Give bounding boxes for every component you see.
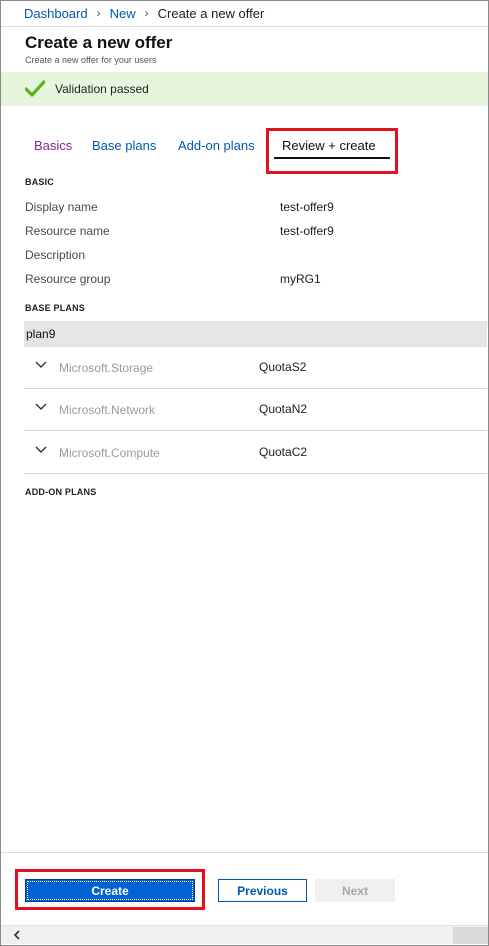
quota-row-compute[interactable] xyxy=(24,432,487,474)
footer-divider xyxy=(1,852,488,853)
breadcrumb-current: Create a new offer xyxy=(157,5,265,21)
previous-button[interactable]: Previous xyxy=(218,879,307,902)
breadcrumb-new[interactable]: New xyxy=(109,5,136,21)
chevron-right-icon: › xyxy=(144,6,149,20)
quota-value: QuotaC2 xyxy=(259,445,308,459)
quota-value: QuotaS2 xyxy=(259,360,307,374)
detail-label: Resource group xyxy=(25,272,111,286)
quota-row-network[interactable] xyxy=(24,389,487,431)
chevron-down-icon[interactable] xyxy=(35,446,47,454)
breadcrumb-dashboard[interactable]: Dashboard xyxy=(24,5,88,21)
detail-value: test-offer9 xyxy=(280,200,334,214)
tab-basics[interactable]: Basics xyxy=(34,138,73,153)
checkmark-icon xyxy=(25,80,45,98)
quota-provider: Microsoft.Compute xyxy=(59,446,160,460)
chevron-down-icon[interactable] xyxy=(35,403,47,411)
section-heading-addon-plans: ADD-ON PLANS xyxy=(25,487,97,497)
chevron-right-icon: › xyxy=(96,6,101,20)
scrollbar-thumb[interactable] xyxy=(453,927,488,944)
detail-row-description xyxy=(25,248,465,264)
breadcrumb-divider xyxy=(1,26,488,27)
tab-base-plans[interactable]: Base plans xyxy=(92,138,157,153)
quota-value: QuotaN2 xyxy=(259,402,308,416)
detail-row-resource-group xyxy=(25,272,465,288)
validation-banner xyxy=(1,72,488,106)
horizontal-scrollbar[interactable] xyxy=(1,925,488,944)
page-subtitle: Create a new offer for your users xyxy=(25,55,157,65)
tab-review-create[interactable]: Review + create xyxy=(282,138,376,153)
chevron-down-icon[interactable] xyxy=(35,361,47,369)
quota-provider: Microsoft.Storage xyxy=(59,361,154,375)
detail-label: Resource name xyxy=(25,224,110,238)
detail-value: myRG1 xyxy=(280,272,321,286)
breadcrumb xyxy=(24,4,264,22)
page-title: Create a new offer xyxy=(25,33,173,52)
quota-row-storage[interactable] xyxy=(24,347,487,389)
highlight-box-create-button xyxy=(15,869,205,910)
detail-value: test-offer9 xyxy=(280,224,334,238)
detail-label: Description xyxy=(25,248,86,262)
detail-label: Display name xyxy=(25,200,98,214)
scroll-left-arrow-icon[interactable] xyxy=(13,930,21,940)
validation-message: Validation passed xyxy=(55,82,149,96)
plan-name-bar: plan9 xyxy=(24,321,487,347)
quota-provider: Microsoft.Network xyxy=(59,403,156,417)
section-heading-basic: BASIC xyxy=(25,177,55,187)
detail-row-display-name xyxy=(25,200,465,216)
detail-row-resource-name xyxy=(25,224,465,240)
tab-addon-plans[interactable]: Add-on plans xyxy=(178,138,255,153)
create-button[interactable]: Create xyxy=(25,879,195,902)
next-button[interactable]: Next xyxy=(315,879,395,902)
section-heading-base-plans: BASE PLANS xyxy=(25,303,86,313)
highlight-box-review-tab xyxy=(266,128,398,174)
